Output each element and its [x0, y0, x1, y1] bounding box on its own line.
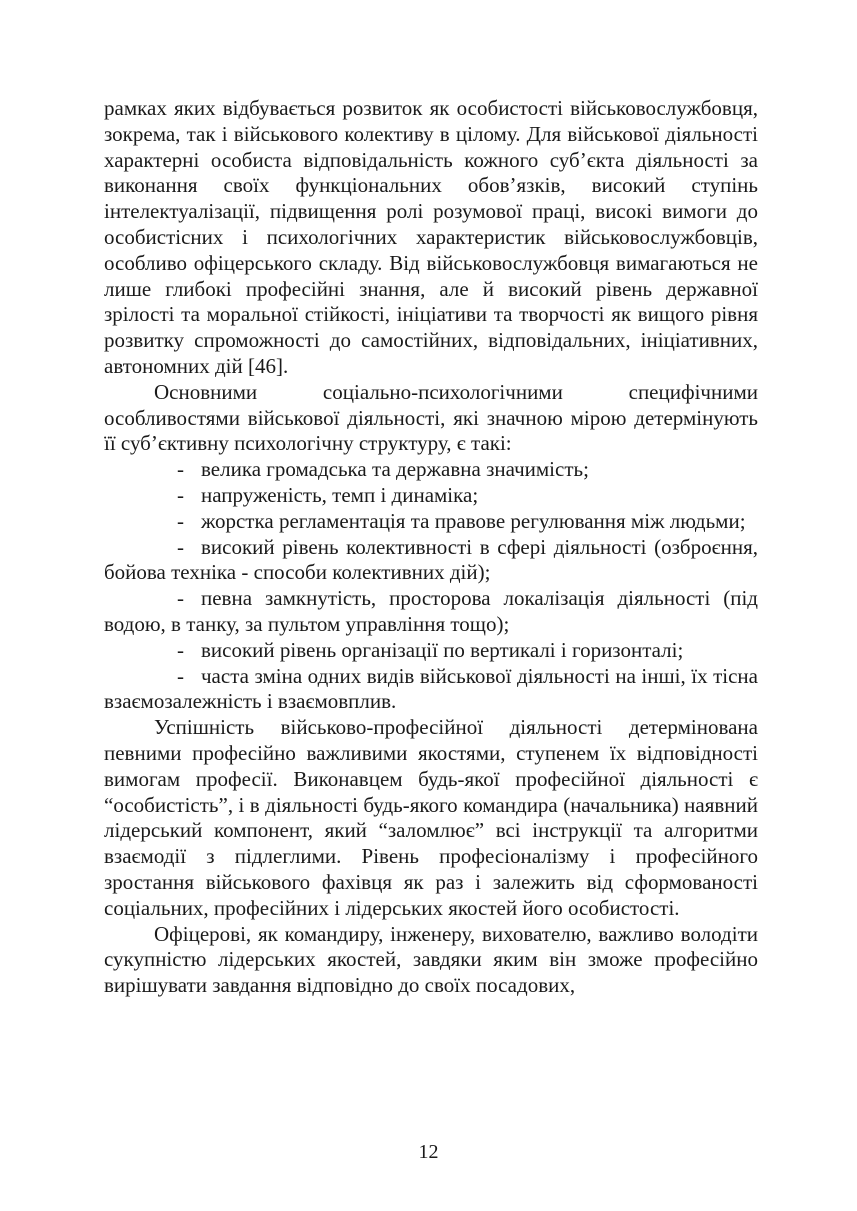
list-item: [104, 638, 758, 664]
list-item-text: певна замкнутість, просторова локалізація діяльності (під водою, в танку, за пультом управління тощо);: [104, 586, 758, 636]
list-item-text: велика громадська та державна значимість;: [201, 457, 589, 482]
list-item-text: високий рівень колективності в сфері діяльності (озброєння, бойова техніка - способи колективних дій);: [104, 534, 758, 585]
paragraph-continuation: рамках яких відбувається розвиток як особистості військовослужбовця, зокрема, так і військового колективу в цілому. Для військової діяльності характерні особиста відповідальність кожного суб’єкта діяльності за виконання своїх функціональних обов’язків, високий ступінь інтелектуалізації, підвищення ролі розумової праці, високі вимоги до особистісних і психологічних характеристик військовослужбовців, особливо офіцерського складу. Від військовослужбовця вимагаються не лише глибокі професійні знання, але й високий рівень державної зрілості та моральної стійкості, ініціативи та творчості як вищого рівня розвитку спроможності до самостійних, відповідальних, ініціативних, автономних дій [46].: [104, 96, 758, 378]
list-dash: -: [177, 534, 184, 559]
list-item-text: жорстка регламентація та правове регулювання між людьми;: [201, 508, 746, 533]
list-dash: -: [177, 482, 184, 507]
list-dash: -: [177, 457, 184, 482]
list-dash: -: [177, 508, 184, 533]
list-item-text: напруженість, темп і динаміка;: [201, 482, 479, 507]
list-item: [104, 586, 758, 638]
list-item: [104, 535, 758, 587]
list-dash: -: [177, 663, 184, 688]
paragraph-professional-success: Успішність військово-професійної діяльності детермінована певними професійно важливими якостями, ступенем їх відповідності вимогам професії. Виконавцем будь-якої професійної діяльності є “особистість”, і в діяльності будь-якого командира (начальника) наявний лідерський компонент, який “заломлює” всі інструкції та алгоритми взаємодії з підлеглими. Рівень професіоналізму і професійного зростання військового фахівця як раз і залежить від сформованості соціальних, професійних і лідерських якостей його особистості.: [104, 715, 758, 920]
list-dash: -: [177, 637, 184, 662]
list-item: [104, 483, 758, 509]
paragraph-features-intro: Основними соціально-психологічними специфічними особливостями військової діяльності, які значною мірою детермінують її суб’єктивну психологічну структуру, є такі:: [104, 379, 758, 456]
list-item: [104, 664, 758, 716]
list-item: [104, 509, 758, 535]
list-item-text: часта зміна одних видів військової діяльності на інші, їх тісна взаємозалежність і взаємовплив.: [104, 663, 758, 714]
feature-list: [104, 457, 758, 715]
list-item: [104, 457, 758, 483]
list-item-text: високий рівень організації по вертикалі і горизонталі;: [201, 637, 684, 662]
page-number: 12: [418, 1141, 439, 1163]
page-body: [104, 96, 758, 999]
list-dash: -: [177, 586, 184, 611]
paragraph-officer-leadership: Офіцерові, як командиру, інженеру, вихователю, важливо володіти сукупністю лідерських якостей, завдяки яким він зможе професійно вирішувати завдання відповідно до своїх посадових,: [104, 921, 758, 998]
